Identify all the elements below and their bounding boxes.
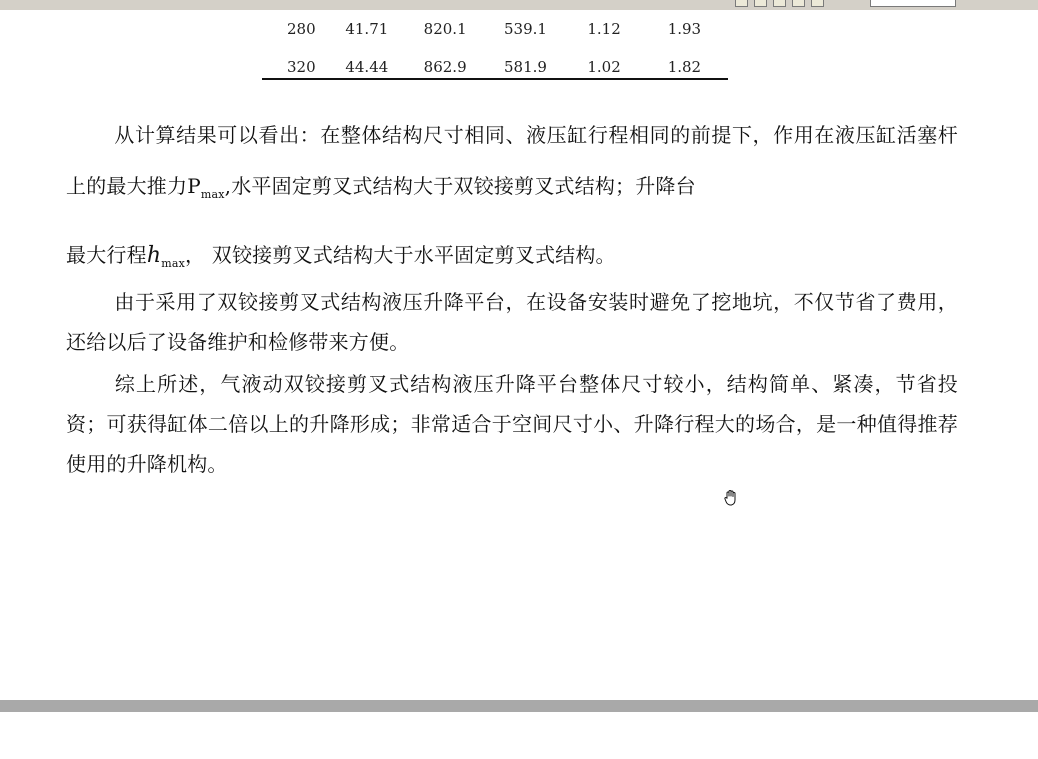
paragraph-text: ,水平固定剪叉式结构大于双铰接剪叉式结构；升降台 [224, 174, 696, 198]
table-cell: 320 [287, 58, 316, 76]
table-cell: 44.44 [345, 58, 389, 76]
toolbar-buttons [735, 0, 956, 7]
document-page[interactable] [0, 10, 1038, 700]
paragraph-conclusion [66, 110, 958, 289]
paragraph-text: ， 双铰接剪叉式结构大于水平固定剪叉式结构。 [184, 243, 616, 267]
table-cell: 280 [287, 20, 316, 38]
results-table [262, 10, 728, 86]
table-row [262, 48, 728, 86]
toolbar-button-3[interactable] [773, 0, 786, 7]
toolbar-button-5[interactable] [811, 0, 824, 7]
table-cell: 1.93 [667, 20, 702, 38]
table-cell: 41.71 [345, 20, 389, 38]
subscript-max: max [200, 188, 225, 201]
paragraph-text: 综上所述，气液动双铰接剪叉式结构液压升降平台整体尺寸较小，结构简单、紧凑，节省投资；可获得缸体二倍以上的升降形成；非常适合于空间尺寸小、升降行程大的场合，是一种值得推荐使用的升降机构。 [66, 372, 958, 476]
toolbar-button-2[interactable] [754, 0, 767, 7]
table-cell: 1.82 [667, 58, 702, 76]
hand-cursor-icon [723, 489, 739, 507]
paragraph-text: 从计算结果可以看出：在整体结构尺寸相同、液压缸行程相同的前提下，作用在液压缸活塞杆上的最大推力P [66, 123, 958, 198]
table-cell: 1.12 [587, 20, 621, 38]
table-cell: 539.1 [504, 20, 547, 38]
table-bottom-rule [262, 78, 728, 80]
paragraph-text: 最大行程 [66, 243, 147, 267]
paragraph-text: 由于采用了双铰接剪叉式结构液压升降平台，在设备安装时避免了挖地坑，不仅节省了费用，还给以后了设备维护和检修带来方便。 [66, 290, 958, 354]
subscript-max: max [161, 257, 185, 270]
page-separator-bar [0, 700, 1038, 712]
next-page-area [0, 712, 1038, 759]
toolbar-button-4[interactable] [792, 0, 805, 7]
page-number-field[interactable] [870, 0, 956, 7]
paragraph-advantage [66, 282, 958, 362]
table-cell: 820.1 [423, 20, 467, 38]
table-cell: 862.9 [423, 58, 467, 76]
table-cell: 1.02 [587, 58, 621, 76]
paragraph-line [66, 230, 958, 289]
paragraph-summary [66, 364, 958, 484]
toolbar-button-1[interactable] [735, 0, 748, 7]
table-cell: 581.9 [504, 58, 547, 76]
table-row [262, 10, 728, 48]
symbol-h: h [146, 243, 162, 268]
